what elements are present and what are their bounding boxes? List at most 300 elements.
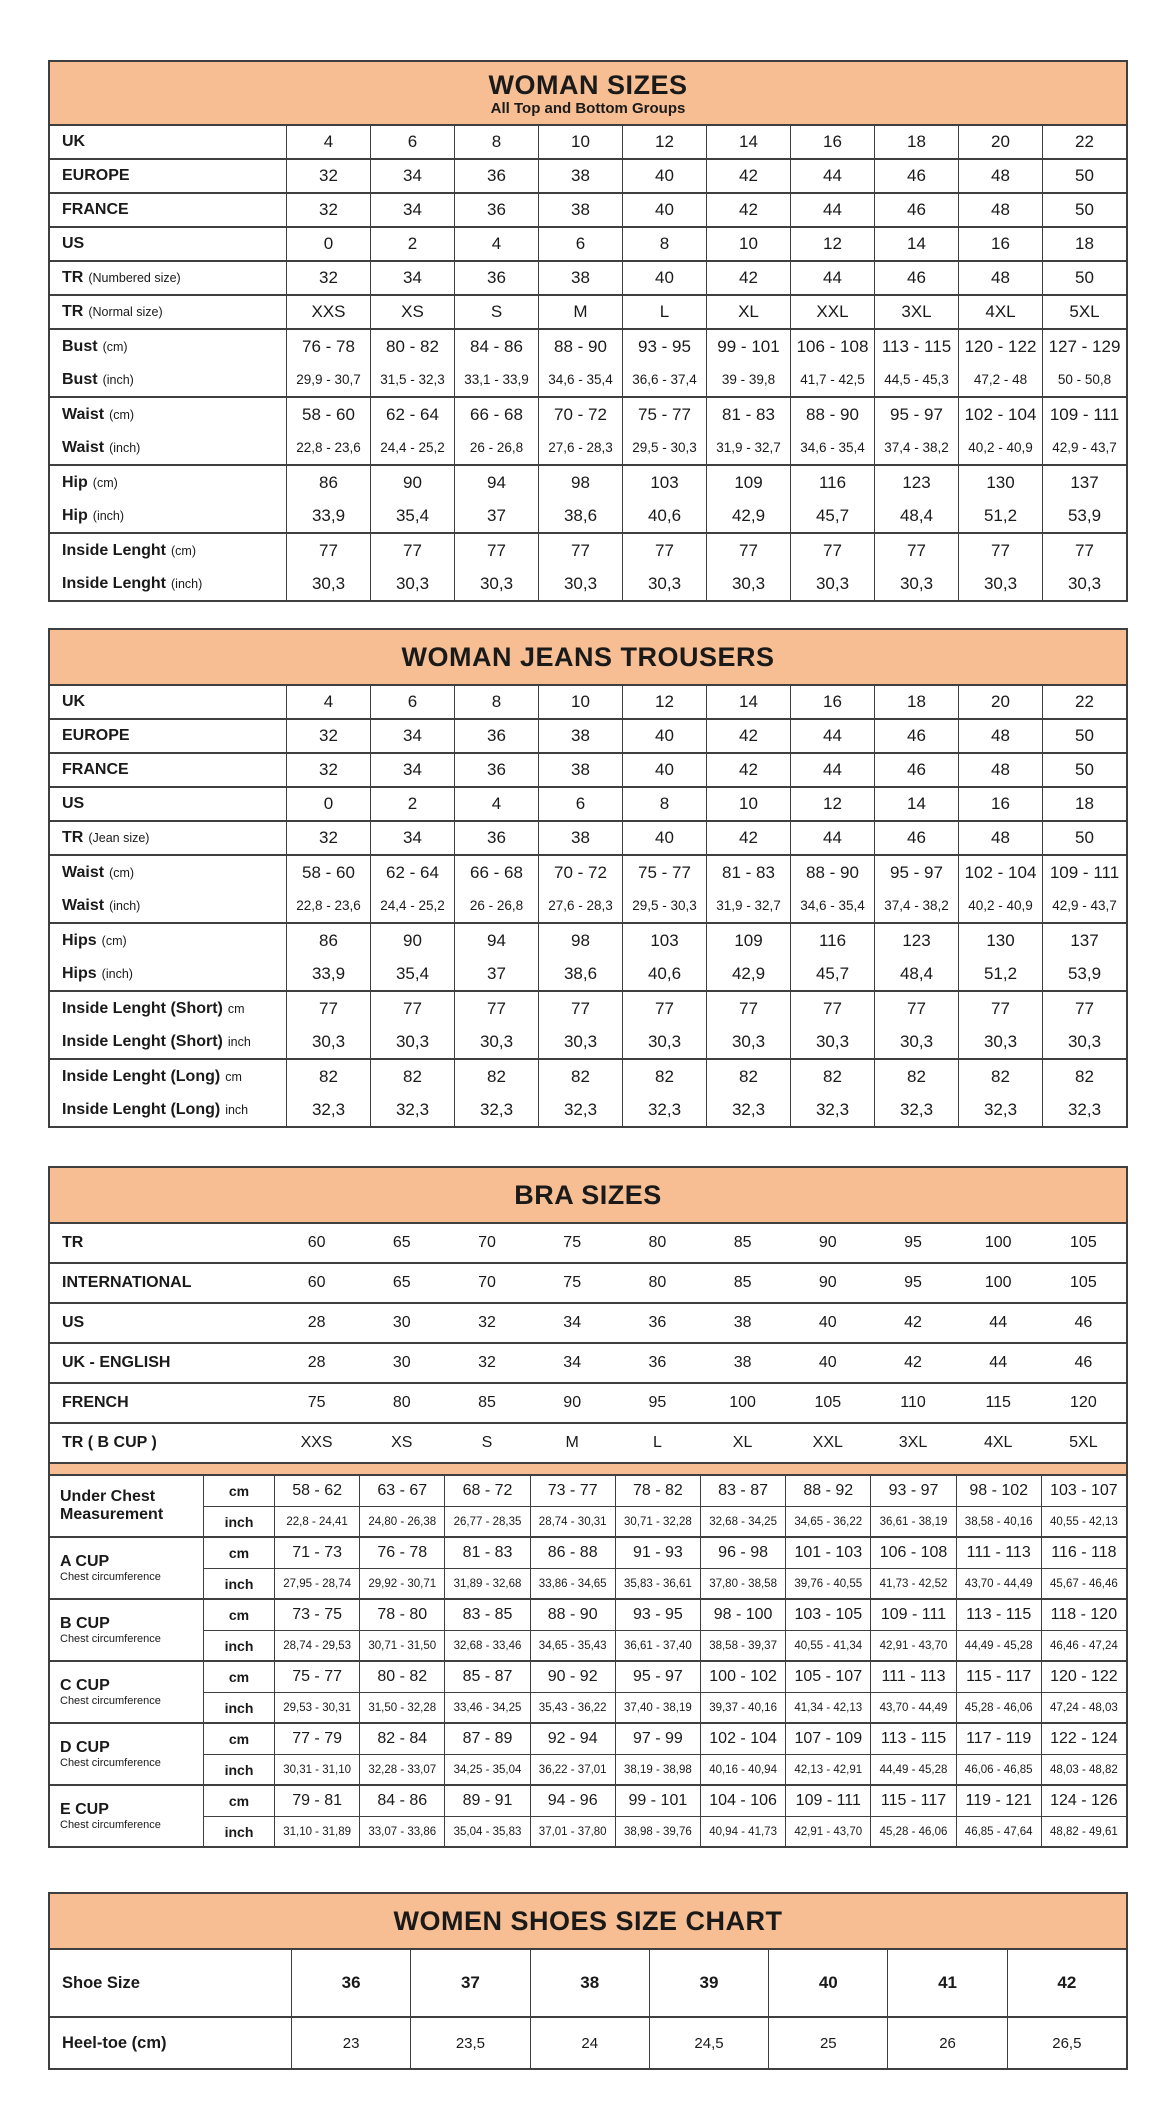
row-label xyxy=(50,363,286,396)
size-cell: 35,43 - 36,22 xyxy=(530,1692,615,1722)
size-cell: 93 - 95 xyxy=(615,1600,700,1630)
table-row xyxy=(50,466,1126,499)
table-row xyxy=(50,160,1126,192)
size-cell: 106 - 108 xyxy=(870,1538,955,1568)
size-cell: 50 xyxy=(1042,160,1126,192)
row-label-text: Waist xyxy=(62,438,105,456)
size-cell: 77 xyxy=(538,534,622,567)
row-label-unit: (inch) xyxy=(92,508,125,523)
row-label xyxy=(50,398,286,431)
size-cell: 123 xyxy=(874,466,958,499)
size-cell: 45,7 xyxy=(790,499,874,532)
row-label xyxy=(50,856,286,889)
size-cell: 30,3 xyxy=(958,567,1042,600)
size-cell: 44 xyxy=(790,262,874,294)
size-cell: 16 xyxy=(958,228,1042,260)
size-cell: 27,6 - 28,3 xyxy=(538,431,622,464)
size-cell: 28 xyxy=(307,1314,326,1331)
size-cell: 38 xyxy=(538,822,622,854)
size-cell: 116 xyxy=(790,466,874,499)
size-cell: 82 xyxy=(286,1060,370,1093)
size-cell: 95 - 97 xyxy=(874,856,958,889)
size-cell: 124 - 126 xyxy=(1041,1786,1126,1816)
size-cell: 2 xyxy=(370,788,454,820)
size-cell: 46 xyxy=(874,754,958,786)
size-cell: 34 xyxy=(370,262,454,294)
size-cell: 34 xyxy=(563,1314,582,1331)
woman_sizes-subtitle: All Top and Bottom Groups xyxy=(490,100,686,117)
size-cell: 22,8 - 23,6 xyxy=(286,889,370,922)
size-cell: 24,4 - 25,2 xyxy=(370,889,454,922)
row-label-text: Hips xyxy=(62,931,97,949)
size-cell: 8 xyxy=(622,228,706,260)
row-group xyxy=(50,1948,1126,2016)
row-label xyxy=(50,228,286,260)
row-label xyxy=(50,1344,274,1382)
size-cell: 82 xyxy=(622,1060,706,1093)
woman_jeans-title: WOMAN JEANS TROUSERS xyxy=(401,642,775,672)
size-cell: 82 - 84 xyxy=(359,1724,444,1754)
size-cell: 44,49 - 45,28 xyxy=(956,1630,1041,1660)
size-cell: 44,5 - 45,3 xyxy=(874,363,958,396)
row-group xyxy=(50,192,1126,226)
size-cell: 102 - 104 xyxy=(700,1724,785,1754)
size-cell: 30,3 xyxy=(538,567,622,600)
size-cell: 30,3 xyxy=(538,1025,622,1058)
size-cell: 31,9 - 32,7 xyxy=(706,431,790,464)
size-cell: 0 xyxy=(286,788,370,820)
size-cell: 30,3 xyxy=(370,1025,454,1058)
size-cell: 42 xyxy=(706,720,790,752)
size-cell: 137 xyxy=(1042,924,1126,957)
size-cell: 40,6 xyxy=(622,957,706,990)
row-group xyxy=(50,1382,1126,1422)
size-cell: 30,71 - 31,50 xyxy=(359,1630,444,1660)
size-cell: 77 xyxy=(454,992,538,1025)
size-cell: 53,9 xyxy=(1042,499,1126,532)
row-label-text: Bust xyxy=(62,337,98,355)
size-cell: 65 xyxy=(392,1234,411,1251)
size-cell: 103 xyxy=(622,924,706,957)
size-cell: 41,7 - 42,5 xyxy=(790,363,874,396)
size-cell: 34 xyxy=(370,720,454,752)
size-cell: 46,06 - 46,85 xyxy=(956,1754,1041,1784)
row-group xyxy=(50,464,1126,532)
table-row xyxy=(50,1224,1126,1262)
table-row xyxy=(50,499,1126,532)
unit-label: inch xyxy=(203,1506,274,1536)
size-cell: 92 - 94 xyxy=(530,1724,615,1754)
size-cell: 38 xyxy=(733,1354,752,1371)
row-label-text: FRANCE xyxy=(62,761,129,778)
size-cell: 45,28 - 46,06 xyxy=(870,1816,955,1846)
table-row xyxy=(50,1304,1126,1342)
size-cell: 37 xyxy=(454,957,538,990)
size-cell: 58 - 60 xyxy=(286,398,370,431)
size-cell: 47,24 - 48,03 xyxy=(1041,1692,1126,1722)
size-cell: M xyxy=(565,1434,579,1451)
size-cell: 34 xyxy=(563,1354,582,1371)
size-cell: 48 xyxy=(958,754,1042,786)
size-cell: 130 xyxy=(958,924,1042,957)
size-cell: 44 xyxy=(790,754,874,786)
row-label xyxy=(50,686,286,718)
size-cell: 75 xyxy=(563,1234,582,1251)
row-label xyxy=(50,1224,274,1262)
table-row xyxy=(50,2018,1126,2068)
size-cell: 38 xyxy=(530,1950,649,2016)
size-cell: 40 xyxy=(622,194,706,226)
row-label xyxy=(50,296,286,328)
row-label-text: US xyxy=(62,1314,85,1331)
size-cell: 38,58 - 40,16 xyxy=(956,1506,1041,1536)
row-label-text: TR xyxy=(62,1234,84,1251)
size-cell: 34 xyxy=(370,754,454,786)
size-cell: 37,4 - 38,2 xyxy=(874,431,958,464)
size-cell: 127 - 129 xyxy=(1042,330,1126,363)
size-cell: 106 - 108 xyxy=(790,330,874,363)
cup-sublabel-text: Chest circumference xyxy=(60,1570,161,1583)
size-cell: 34 xyxy=(370,194,454,226)
size-cell: 42,9 xyxy=(706,499,790,532)
size-cell: 29,5 - 30,3 xyxy=(622,431,706,464)
cup-sublabel-text: Chest circumference xyxy=(60,1818,161,1831)
size-cell: 41 xyxy=(887,1950,1006,2016)
size-cell: 4 xyxy=(286,126,370,158)
size-cell: 37 xyxy=(410,1950,529,2016)
size-cell: 99 - 101 xyxy=(706,330,790,363)
size-cell: 40,16 - 40,94 xyxy=(700,1754,785,1784)
size-cell: 82 xyxy=(1042,1060,1126,1093)
size-cell: 33,9 xyxy=(286,957,370,990)
size-cell: 84 - 86 xyxy=(454,330,538,363)
size-cell: 95 - 97 xyxy=(615,1662,700,1692)
size-cell: 94 - 96 xyxy=(530,1786,615,1816)
row-label-text: Inside Lenght (Short) xyxy=(62,999,223,1017)
row-label xyxy=(50,1060,286,1093)
size-cell: 40,6 xyxy=(622,499,706,532)
size-cell: 22 xyxy=(1042,686,1126,718)
size-cell: 48,03 - 48,82 xyxy=(1041,1754,1126,1784)
row-group xyxy=(50,2016,1126,2068)
row-label-unit: (cm) xyxy=(92,475,118,490)
row-group xyxy=(50,328,1126,396)
size-cell: 32,3 xyxy=(454,1093,538,1126)
size-cell: 88 - 92 xyxy=(785,1476,870,1506)
size-cell: XL xyxy=(732,1434,753,1451)
size-cell: 77 xyxy=(454,534,538,567)
row-label-text: Inside Lenght (Short) xyxy=(62,1032,223,1050)
row-label xyxy=(50,499,286,532)
row-label xyxy=(50,534,286,567)
size-cell: 116 xyxy=(790,924,874,957)
table-row xyxy=(50,686,1126,718)
row-label-text: Inside Lenght (Long) xyxy=(62,1067,221,1085)
row-label xyxy=(50,720,286,752)
unit-label: cm xyxy=(203,1662,274,1692)
size-cell: 120 - 122 xyxy=(958,330,1042,363)
size-cell: 32,3 xyxy=(1042,1093,1126,1126)
size-cell: 89 - 91 xyxy=(444,1786,529,1816)
size-cell: 77 xyxy=(622,534,706,567)
size-cell: 75 - 77 xyxy=(622,398,706,431)
size-cell: 85 xyxy=(733,1234,752,1251)
row-label-text: UK xyxy=(62,693,86,710)
row-label-unit: (cm) xyxy=(102,339,128,354)
size-cell: 85 xyxy=(478,1394,496,1411)
row-label xyxy=(50,1025,286,1058)
size-cell: 29,9 - 30,7 xyxy=(286,363,370,396)
row-label xyxy=(50,1424,274,1462)
size-cell: 48 xyxy=(958,720,1042,752)
row-label xyxy=(50,924,286,957)
row-group xyxy=(50,1058,1126,1126)
size-cell: 77 xyxy=(874,534,958,567)
size-cell: 30,3 xyxy=(874,1025,958,1058)
size-cell: 77 xyxy=(370,534,454,567)
size-cell: 50 xyxy=(1042,822,1126,854)
table-row xyxy=(50,398,1126,431)
size-cell: 26 xyxy=(887,2018,1006,2068)
size-cell: 115 - 117 xyxy=(956,1662,1041,1692)
size-cell: 80 xyxy=(648,1274,667,1291)
size-cell: 30,71 - 32,28 xyxy=(615,1506,700,1536)
size-cell: 32 xyxy=(286,262,370,294)
table-row xyxy=(50,1093,1126,1126)
cup-row-group xyxy=(50,1598,1126,1660)
size-cell: 46 xyxy=(874,822,958,854)
row-label xyxy=(50,754,286,786)
size-cell: 31,5 - 32,3 xyxy=(370,363,454,396)
row-group xyxy=(50,718,1126,752)
size-charts-document xyxy=(48,60,1128,2070)
row-label-text: Bust xyxy=(62,370,98,388)
table-row xyxy=(50,534,1126,567)
row-label xyxy=(50,194,286,226)
unit-label: cm xyxy=(203,1538,274,1568)
size-cell: 26 - 26,8 xyxy=(454,431,538,464)
size-cell: 60 xyxy=(307,1274,326,1291)
size-cell: 14 xyxy=(706,126,790,158)
size-cell: 113 - 115 xyxy=(956,1600,1041,1630)
table-row xyxy=(50,1060,1126,1093)
unit-label: cm xyxy=(203,1476,274,1506)
size-cell: 40 xyxy=(622,720,706,752)
size-cell: 77 xyxy=(1042,992,1126,1025)
size-cell: 85 - 87 xyxy=(444,1662,529,1692)
size-cell: 102 - 104 xyxy=(958,856,1042,889)
row-group xyxy=(50,1342,1126,1382)
size-cell: 48 xyxy=(958,160,1042,192)
unit-label: inch xyxy=(203,1816,274,1846)
size-cell: 0 xyxy=(286,228,370,260)
size-cell: 44 xyxy=(790,720,874,752)
size-cell: 82 xyxy=(538,1060,622,1093)
size-cell: 82 xyxy=(958,1060,1042,1093)
size-cell: 34,25 - 35,04 xyxy=(444,1754,529,1784)
size-cell: 30,3 xyxy=(958,1025,1042,1058)
size-cell: 85 xyxy=(733,1274,752,1291)
size-cell: 88 - 90 xyxy=(530,1600,615,1630)
size-cell: 110 xyxy=(900,1394,926,1411)
size-cell: 80 - 82 xyxy=(370,330,454,363)
size-cell: 30,3 xyxy=(622,1025,706,1058)
size-cell: 87 - 89 xyxy=(444,1724,529,1754)
size-cell: S xyxy=(481,1434,493,1451)
size-cell: 26,5 xyxy=(1007,2018,1126,2068)
size-cell: 46,46 - 47,24 xyxy=(1041,1630,1126,1660)
row-label-text: Inside Lenght xyxy=(62,574,166,592)
table-row xyxy=(50,889,1126,922)
size-cell: 100 xyxy=(729,1394,756,1411)
size-cell: 30,3 xyxy=(454,567,538,600)
cup-row-group xyxy=(50,1722,1126,1784)
size-cell: 8 xyxy=(454,126,538,158)
size-cell: 113 - 115 xyxy=(870,1724,955,1754)
size-cell: 105 xyxy=(1070,1274,1097,1291)
row-label xyxy=(50,957,286,990)
cup-sublabel-text: Chest circumference xyxy=(60,1632,161,1645)
size-cell: 42,9 - 43,7 xyxy=(1042,889,1126,922)
size-cell: 12 xyxy=(790,788,874,820)
size-cell: 43,70 - 44,49 xyxy=(956,1568,1041,1598)
size-cell: 101 - 103 xyxy=(785,1538,870,1568)
size-cell: 82 xyxy=(874,1060,958,1093)
unit-label: inch xyxy=(203,1692,274,1722)
size-cell: 28,74 - 30,31 xyxy=(530,1506,615,1536)
row-label xyxy=(50,330,286,363)
row-label-unit: inch xyxy=(225,1102,249,1117)
size-cell: 82 xyxy=(706,1060,790,1093)
size-cell: 35,4 xyxy=(370,499,454,532)
size-cell: 4XL xyxy=(983,1434,1013,1451)
row-label-text: Waist xyxy=(62,405,105,423)
bra-title: BRA SIZES xyxy=(514,1180,662,1210)
size-cell: 10 xyxy=(538,126,622,158)
size-cell: 48,82 - 49,61 xyxy=(1041,1816,1126,1846)
size-cell: 77 xyxy=(1042,534,1126,567)
size-cell: 50 xyxy=(1042,754,1126,786)
row-label-text: Inside Lenght xyxy=(62,541,166,559)
row-label-unit: (cm) xyxy=(101,933,127,948)
row-label-unit: cm xyxy=(227,1001,245,1016)
row-label xyxy=(50,1093,286,1126)
row-label xyxy=(50,567,286,600)
row-label-text: UK - ENGLISH xyxy=(62,1354,171,1371)
size-cell: 32,68 - 33,46 xyxy=(444,1630,529,1660)
size-cell: 44 xyxy=(790,194,874,226)
size-cell: 34,6 - 35,4 xyxy=(790,889,874,922)
size-cell: 30 xyxy=(392,1354,411,1371)
size-cell: 38,58 - 39,37 xyxy=(700,1630,785,1660)
size-cell: 32,3 xyxy=(622,1093,706,1126)
row-group xyxy=(50,786,1126,820)
size-cell: 90 xyxy=(818,1274,837,1291)
size-cell: 30,3 xyxy=(370,567,454,600)
size-cell: XL xyxy=(706,296,790,328)
size-cell: 118 - 120 xyxy=(1041,1600,1126,1630)
cup-label xyxy=(50,1786,203,1846)
size-cell: 38 xyxy=(538,754,622,786)
table-row xyxy=(50,228,1126,260)
size-cell: 32 xyxy=(286,160,370,192)
size-cell: XXS xyxy=(286,296,370,328)
size-cell: 117 - 119 xyxy=(956,1724,1041,1754)
size-cell: 36 xyxy=(454,720,538,752)
size-cell: 46 xyxy=(874,262,958,294)
row-group xyxy=(50,294,1126,328)
size-cell: 36 xyxy=(454,822,538,854)
size-cell: 62 - 64 xyxy=(370,398,454,431)
size-cell: 47,2 - 48 xyxy=(958,363,1042,396)
table-row xyxy=(50,1950,1126,2016)
row-label-unit: inch xyxy=(227,1034,251,1049)
size-cell: 109 - 111 xyxy=(1042,398,1126,431)
woman_jeans-title-bar xyxy=(50,630,1126,684)
size-cell: 46,85 - 47,64 xyxy=(956,1816,1041,1846)
size-cell: 82 xyxy=(370,1060,454,1093)
size-cell: 42,91 - 43,70 xyxy=(785,1816,870,1846)
size-cell: 95 xyxy=(904,1274,922,1291)
size-cell: 42 xyxy=(706,262,790,294)
table-row xyxy=(50,924,1126,957)
size-cell: 37 xyxy=(454,499,538,532)
size-cell: 34,6 - 35,4 xyxy=(538,363,622,396)
row-label-unit: (cm) xyxy=(171,543,196,558)
row-label xyxy=(50,992,286,1025)
size-cell: 94 xyxy=(454,466,538,499)
size-cell: 5XL xyxy=(1042,296,1126,328)
row-group xyxy=(50,752,1126,786)
row-label-unit: (inch) xyxy=(171,576,203,591)
cup-sublabel-text: Chest circumference xyxy=(60,1694,161,1707)
size-cell: 94 xyxy=(454,924,538,957)
size-cell: 70 - 72 xyxy=(538,856,622,889)
size-cell: 32 xyxy=(478,1314,496,1331)
size-cell: 95 xyxy=(904,1234,922,1251)
size-cell: 42 xyxy=(904,1354,922,1371)
cup-label xyxy=(50,1476,203,1536)
size-cell: 16 xyxy=(790,686,874,718)
row-label xyxy=(50,1264,274,1302)
size-cell: M xyxy=(538,296,622,328)
size-cell: 12 xyxy=(622,126,706,158)
size-cell: 42,9 xyxy=(706,957,790,990)
size-cell: 30,3 xyxy=(1042,567,1126,600)
size-cell: 86 - 88 xyxy=(530,1538,615,1568)
size-cell: 35,83 - 36,61 xyxy=(615,1568,700,1598)
woman-jeans-trousers-table xyxy=(48,628,1128,1128)
size-cell: 116 - 118 xyxy=(1041,1538,1126,1568)
size-cell: 39 - 39,8 xyxy=(706,363,790,396)
table-row xyxy=(50,1344,1126,1382)
size-cell: 122 - 124 xyxy=(1041,1724,1126,1754)
size-cell: 45,28 - 46,06 xyxy=(956,1692,1041,1722)
row-group xyxy=(50,990,1126,1058)
size-cell: 58 - 60 xyxy=(286,856,370,889)
size-cell: 10 xyxy=(706,788,790,820)
size-cell: 88 - 90 xyxy=(790,398,874,431)
size-cell: 68 - 72 xyxy=(444,1476,529,1506)
size-cell: 77 xyxy=(958,534,1042,567)
table-row xyxy=(50,1384,1126,1422)
size-cell: 42 xyxy=(706,754,790,786)
size-cell: 75 xyxy=(563,1274,582,1291)
size-cell: 24,80 - 26,38 xyxy=(359,1506,444,1536)
size-cell: 77 xyxy=(790,992,874,1025)
row-label xyxy=(50,788,286,820)
size-cell: 28,74 - 29,53 xyxy=(274,1630,359,1660)
